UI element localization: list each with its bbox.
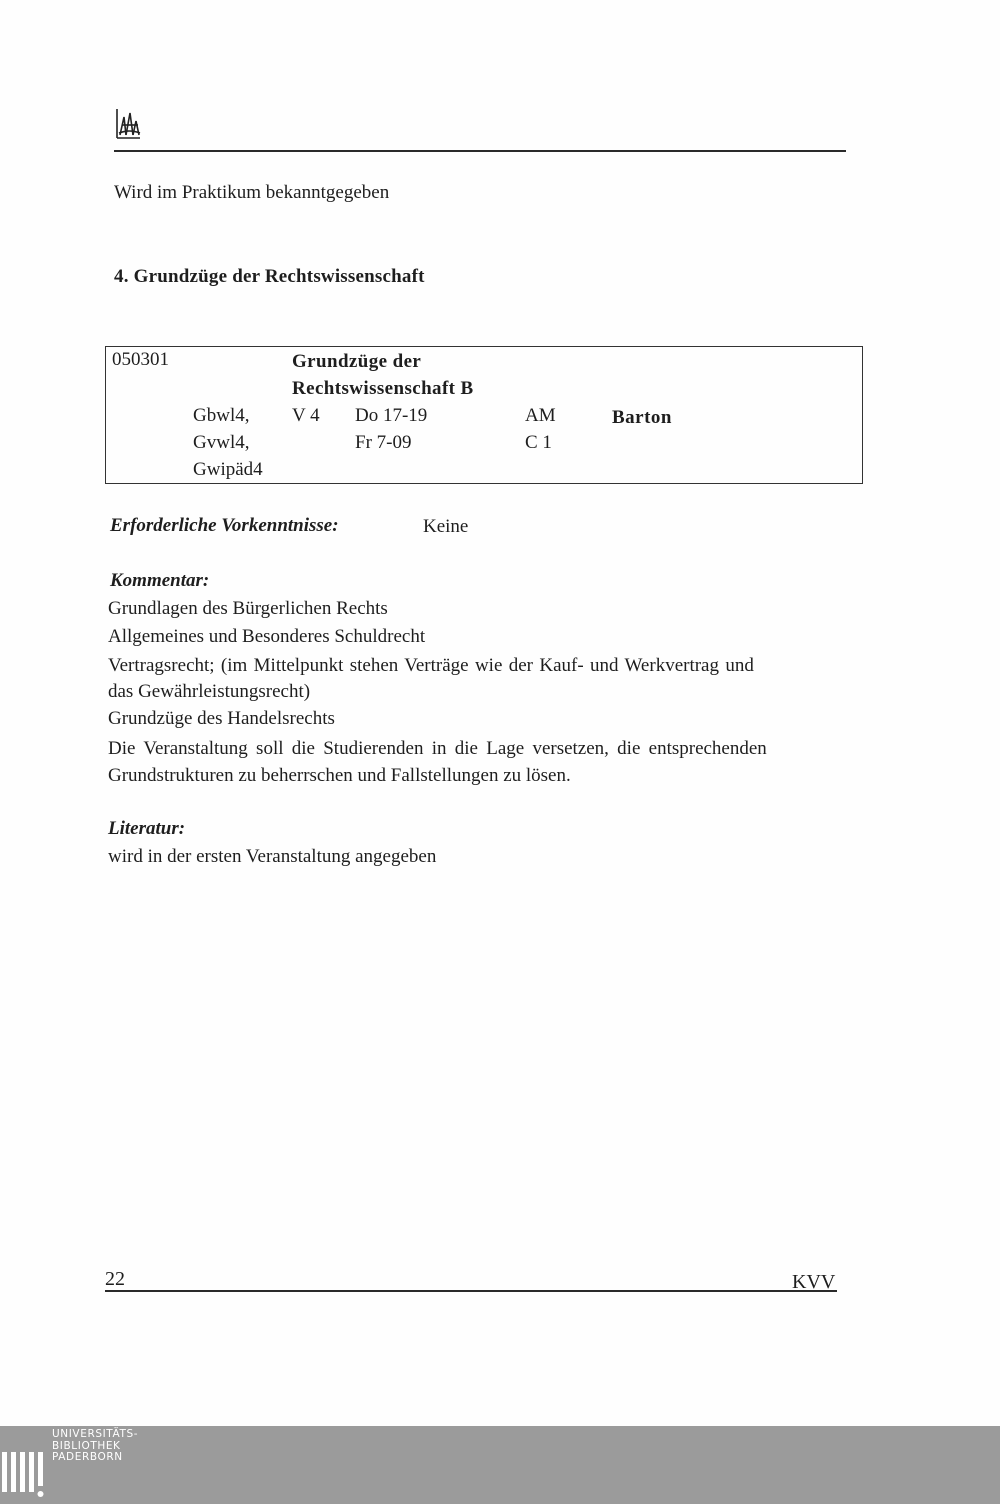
- footer-rule: [105, 1290, 837, 1292]
- commentary-line: Vertragsrecht; (im Mittelpunkt stehen Verträge wie der Kauf- und Werkvertrag und: [108, 655, 754, 676]
- commentary-line: Die Veranstaltung soll die Studierenden in die Lage versetzen, die entsprechenden: [108, 738, 767, 759]
- course-type: V 4: [292, 405, 320, 426]
- course-room-2: C 1: [525, 432, 552, 453]
- program-2: Gvwl4,: [193, 432, 250, 453]
- course-lecturer: Barton: [612, 407, 672, 428]
- library-banner: [0, 1426, 1000, 1504]
- library-line-2: BIBLIOTHEK: [52, 1439, 121, 1452]
- commentary-line: Grundlagen des Bürgerlichen Rechts: [108, 598, 388, 619]
- ship-logo-icon: [114, 107, 142, 141]
- library-name: [52, 1429, 138, 1464]
- course-number: 050301: [112, 349, 169, 370]
- page-number: 22: [105, 1268, 125, 1290]
- section-heading: 4. Grundzüge der Rechtswissenschaft: [114, 266, 425, 287]
- course-room-1: AM: [525, 405, 556, 426]
- commentary-label: Kommentar:: [110, 570, 210, 591]
- course-time-1: Do 17-19: [355, 405, 428, 426]
- library-line-1: UNIVERSITÄTS-: [52, 1428, 139, 1440]
- course-time-2: Fr 7-09: [355, 432, 412, 453]
- intro-line: Wird im Praktikum bekanntgegeben: [114, 182, 390, 203]
- header-rule: [114, 150, 846, 152]
- course-title-line1: Grundzüge der: [292, 351, 422, 372]
- commentary-line: das Gewährleistungsrecht): [108, 681, 311, 702]
- commentary-line: Allgemeines und Besonderes Schuldrecht: [108, 626, 426, 647]
- footer-label: KVV: [792, 1271, 836, 1293]
- program-3: Gwipäd4: [193, 459, 263, 480]
- library-bars-icon: [2, 1430, 48, 1502]
- prerequisites-value: Keine: [423, 516, 469, 537]
- commentary-line: Grundzüge des Handelsrechts: [108, 708, 335, 729]
- literature-label: Literatur:: [108, 818, 186, 839]
- program-1: Gbwl4,: [193, 405, 250, 426]
- course-title-line2: Rechtswissenschaft B: [292, 378, 474, 399]
- library-line-3: PADERBORN: [52, 1451, 123, 1463]
- literature-value: wird in der ersten Veranstaltung angegeben: [108, 846, 437, 867]
- commentary-line: Grundstrukturen zu beherrschen und Fallstellungen zu lösen.: [108, 765, 571, 786]
- prerequisites-label: Erforderliche Vorkenntnisse:: [110, 515, 339, 536]
